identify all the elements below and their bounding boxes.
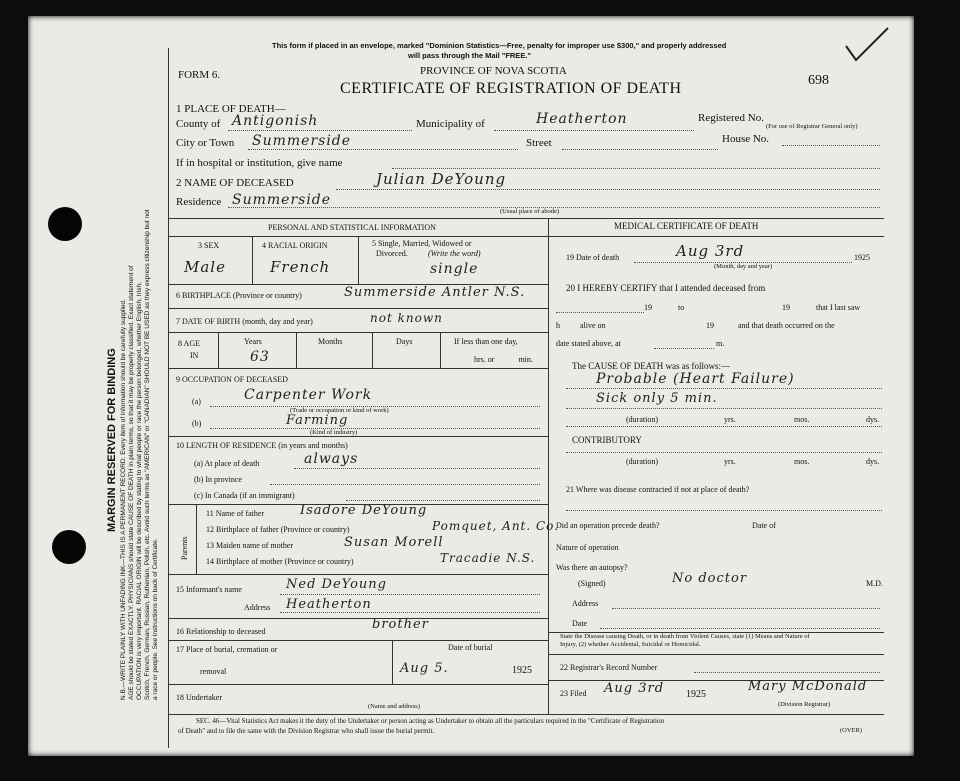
marital-hint: (Write the word) — [428, 249, 481, 258]
nature-label: Nature of operation — [556, 543, 619, 552]
form-rule — [168, 332, 548, 333]
line — [562, 149, 718, 150]
md-label: M.D. — [866, 579, 883, 588]
sec46-note: of Death" and to file the same with the Division Registrar who shall issue the burial permit. — [178, 727, 435, 735]
province-heading: PROVINCE OF NOVA SCOTIA — [420, 65, 567, 77]
certify-19c: 19 — [706, 321, 714, 330]
mos-label: mos. — [794, 457, 810, 466]
filed-label: 23 Filed — [560, 689, 587, 698]
cause-value-2: Sick only 5 min. — [596, 391, 718, 406]
certificate-number: 698 — [808, 73, 829, 88]
autopsy-label: Was there an autopsy? — [556, 563, 628, 572]
months-label: Months — [318, 337, 343, 346]
form-rule — [168, 308, 548, 309]
race-value: French — [270, 258, 331, 276]
sec46-note: SEC. 46—Vital Statistics Act makes it the duty of the Undertaker or person acting as Undertaker to obtain all the particulars required in the "Certificate of Registration — [196, 717, 665, 725]
days-label: Days — [396, 337, 413, 346]
date-of-death-label: 19 Date of death — [566, 253, 620, 262]
medical-heading: MEDICAL CERTIFICATE OF DEATH — [614, 221, 759, 231]
father-birth-value: Pomquet, Ant. Co. — [432, 519, 560, 533]
line — [392, 168, 880, 169]
in-province-label: (b) In province — [194, 475, 242, 484]
mail-notice: This form if placed in an envelope, marked "Dominion Statistics—Free, penalty for improper use $300," and properly addressed — [272, 41, 727, 50]
certify-occurred: and that death occurred on the — [738, 321, 835, 330]
personal-heading: PERSONAL AND STATISTICAL INFORMATION — [268, 223, 436, 232]
occupation-label: 9 OCCUPATION OF DECEASED — [176, 375, 288, 384]
in-canada-label: (c) In Canada (if an immigrant) — [194, 491, 295, 500]
father-name-value: Isadore DeYoung — [300, 503, 428, 518]
signed-label: (Signed) — [578, 579, 606, 588]
sex-label: 3 SEX — [198, 241, 220, 250]
line — [654, 348, 714, 349]
line — [694, 672, 880, 673]
form-rule — [168, 618, 548, 619]
line — [228, 130, 412, 131]
informant-value: Ned DeYoung — [286, 577, 387, 592]
birthplace-value: Summerside Antler N.S. — [344, 285, 526, 300]
undertaker-hint: (Name and address) — [368, 703, 420, 710]
line — [556, 312, 644, 313]
registrar-hint: (Division Registrar) — [778, 701, 831, 708]
margin-instruction: OCCUPATION is very important. RACIAL ORIGIN will be described by stating to what people or race the person belonged, whether English, Irish, — [136, 282, 143, 700]
dob-label-text: 7 DATE OF BIRTH — [176, 317, 241, 326]
dys-label: dys. — [866, 457, 880, 466]
less-than-day-label: If less than one day, — [454, 337, 518, 346]
deceased-name-value: Julian DeYoung — [376, 170, 507, 188]
burial-label: 17 Place of burial, cremation or — [176, 645, 278, 654]
line — [782, 145, 880, 146]
father-birth-label — [206, 526, 350, 534]
hospital-label: If in hospital or institution, give name — [176, 157, 343, 169]
at-place-value: always — [304, 451, 359, 467]
operation-label: Did an operation precede death? — [556, 521, 660, 530]
parents-divider — [196, 504, 197, 574]
certify-19a: 19 — [644, 303, 652, 312]
certify-line: 20 I HEREBY CERTIFY that I attended deceased from — [566, 283, 766, 293]
age-label: 8 AGE — [178, 339, 200, 348]
parents-label: Parents — [180, 536, 189, 560]
mother-birth-text: 14 Birthplace of mother — [206, 557, 283, 566]
residence-value: Summerside — [232, 192, 332, 208]
dob-value: not known — [370, 311, 443, 325]
yrs-label: yrs. — [724, 457, 736, 466]
burial-label: removal — [200, 667, 227, 676]
form-rule — [168, 236, 884, 237]
municipality-value: Heatherton — [536, 111, 628, 127]
residence-note: (Usual place of abode) — [500, 208, 560, 215]
cell-divider — [218, 332, 219, 368]
line — [494, 130, 694, 131]
address-label: Address — [572, 599, 599, 608]
burial-year-value: 1925 — [512, 665, 532, 676]
undertaker-label: 18 Undertaker — [176, 693, 222, 702]
occupation-b-hint: (Kind of industry) — [310, 429, 358, 436]
date-of-death-year: 1925 — [854, 253, 870, 262]
line — [612, 608, 880, 609]
over-label: (OVER) — [840, 727, 863, 734]
informant-label: 15 Informant's name — [176, 585, 242, 594]
signed-value: No doctor — [672, 571, 748, 586]
informant-address-label: Address — [244, 603, 271, 612]
form-rule — [168, 640, 548, 641]
binding-hole-bottom — [52, 530, 86, 564]
certify-h: h — [556, 321, 560, 330]
residence-length-label — [176, 442, 348, 450]
mother-birth-hint: (Province or country) — [284, 557, 354, 566]
residence-label: Residence — [176, 196, 222, 208]
certify-alive-on: alive on — [580, 321, 606, 330]
disease-contracted-label: 21 Where was disease contracted if not at place of death? — [566, 485, 750, 494]
check-mark-icon — [842, 24, 892, 64]
line — [600, 628, 880, 629]
birthplace-hint: (Province or country) — [232, 291, 302, 300]
occupation-a-label: (a) — [192, 397, 201, 406]
duration-label: (duration) — [626, 457, 658, 466]
form-left-border — [168, 48, 169, 748]
hrs-min-label: hrs. or min. — [474, 355, 533, 364]
county-value: Antigonish — [232, 113, 319, 129]
occupation-b-value: Farming — [286, 413, 349, 428]
line — [346, 500, 540, 501]
line — [270, 484, 540, 485]
marital-label: 5 Single, Married, Widowed or — [372, 239, 472, 248]
marital-label: Divorced. — [376, 249, 408, 258]
date-label: Date — [572, 619, 588, 628]
date-of-death-hint: (Month, day and year) — [714, 263, 773, 270]
dob-hint: (month, day and year) — [242, 317, 313, 326]
cell-divider — [296, 332, 297, 368]
cell-divider — [372, 332, 373, 368]
line — [336, 189, 880, 190]
margin-instruction: N.B.—WRITE PLAINLY WITH UNFADING INK—THIS IS A PERMANENT RECORD. Every item of information should be carefully supplied. — [120, 299, 127, 700]
relationship-label: 16 Relationship to deceased — [176, 627, 266, 636]
cause-label: The CAUSE OF DEATH was as follows:— — [572, 361, 730, 371]
line — [566, 408, 882, 409]
age-years-value: 63 — [250, 349, 270, 365]
operation-date-label: Date of — [752, 521, 776, 530]
dob-label — [176, 318, 313, 326]
at-place-label: (a) At place of death — [194, 459, 260, 468]
marital-value: single — [430, 261, 479, 277]
form-rule — [168, 436, 548, 437]
line — [280, 612, 540, 613]
mos-label: mos. — [794, 415, 810, 424]
residence-length-text: 10 LENGTH OF RESIDENCE — [176, 441, 277, 450]
form-rule — [168, 368, 548, 369]
relationship-value: brother — [372, 617, 429, 632]
yrs-label: yrs. — [724, 415, 736, 424]
registered-note: (For use of Registrar General only) — [766, 123, 858, 130]
occupation-a-hint: (Trade or occupation or kind of work) — [290, 407, 389, 414]
form-rule — [168, 684, 548, 685]
line — [566, 426, 882, 427]
birthplace-label-text: 6 BIRTHPLACE — [176, 291, 231, 300]
mother-birth-value: Tracadie N.S. — [440, 551, 536, 565]
record-number-label: 22 Registrar's Record Number — [560, 663, 658, 672]
line — [566, 510, 882, 511]
form-number: FORM 6. — [178, 69, 221, 81]
county-label: County of — [176, 118, 221, 130]
line — [248, 149, 518, 150]
mother-name-value: Susan Morell — [344, 535, 444, 550]
form-rule — [168, 574, 548, 575]
margin-instruction: Scotch, French, German, Russian, Ruthenian, Polish, etc. Avoid such terms as "AMERICAN" or "CANADIAN" SHOULD NOT BE USED as they express citizenship but not — [144, 209, 151, 700]
certify-date-stated: date stated above, at — [556, 339, 621, 348]
filed-year-value: 1925 — [686, 689, 706, 700]
occupation-b-label: (b) — [192, 419, 202, 428]
certify-m: m. — [716, 339, 725, 348]
certify-to: to — [678, 303, 685, 312]
father-birth-hint: (Province or country) — [280, 525, 350, 534]
residence-length-hint: (in years and months) — [278, 441, 348, 450]
mother-birth-label — [206, 558, 354, 566]
dys-label: dys. — [866, 415, 880, 424]
city-value: Summerside — [252, 133, 352, 149]
margin-instruction: a race or people. See instructions on back of Certificate. — [152, 538, 159, 700]
race-label: 4 RACIAL ORIGIN — [262, 241, 328, 250]
mail-notice: will pass through the Mail "FREE." — [408, 51, 531, 60]
form-rule — [168, 218, 884, 219]
cell-divider — [392, 640, 393, 684]
street-label: Street — [526, 137, 552, 149]
line — [294, 468, 540, 469]
date-of-death-value: Aug 3rd — [676, 242, 745, 260]
filed-date-value: Aug 3rd — [604, 681, 665, 696]
birthplace-label — [176, 292, 302, 300]
burial-date-label: Date of burial — [448, 643, 493, 652]
cause-value-1: Probable (Heart Failure) — [596, 371, 795, 387]
margin-reserved-label: MARGIN RESERVED FOR BINDING — [106, 348, 118, 532]
registered-no-label: Registered No. — [698, 112, 764, 124]
place-heading: 1 PLACE OF DEATH— — [176, 103, 286, 115]
contributory-label: CONTRIBUTORY — [572, 435, 642, 445]
cell-divider — [440, 332, 441, 368]
certify-19b: 19 — [782, 303, 790, 312]
binding-hole-top — [48, 207, 82, 241]
violent-note: State the Disease causing Death, or in death from Violent Causes, state (1) Means and Nature of — [560, 633, 810, 640]
cell-divider — [358, 236, 359, 284]
form-rule — [168, 714, 884, 715]
certify-last-saw: that I last saw — [816, 303, 861, 312]
father-birth-text: 12 Birthplace of father — [206, 525, 279, 534]
informant-address-value: Heatherton — [286, 597, 372, 612]
page-title: CERTIFICATE OF REGISTRATION OF DEATH — [340, 80, 682, 97]
occupation-a-value: Carpenter Work — [244, 387, 373, 403]
deceased-name-label: 2 NAME OF DECEASED — [176, 177, 294, 189]
form-rule — [548, 654, 884, 655]
father-name-label: 11 Name of father — [206, 509, 265, 518]
city-label: City or Town — [176, 137, 235, 149]
registrar-value: Mary McDonald — [748, 679, 868, 694]
line — [280, 594, 540, 595]
line — [566, 388, 882, 389]
violent-note: Injury, (2) whether Accidental, Suicidal or Homicidal. — [560, 641, 701, 648]
sex-value: Male — [184, 258, 226, 276]
line — [566, 452, 882, 453]
column-divider — [548, 218, 549, 714]
burial-date-value: Aug 5. — [400, 661, 449, 676]
margin-instruction: AGE should be stated EXACTLY. PHYSICIANS should state CAUSE OF DEATH in plain terms, so that it may be properly classified. Exact statement of — [128, 265, 135, 700]
age-in-label: IN — [190, 351, 199, 360]
line — [210, 428, 540, 429]
house-no-label: House No. — [722, 133, 770, 145]
municipality-label: Municipality of — [416, 118, 485, 130]
cell-divider — [252, 236, 253, 284]
mother-name-label: 13 Maiden name of mother — [206, 541, 294, 550]
duration-label: (duration) — [626, 415, 658, 424]
years-label: Years — [244, 337, 262, 346]
